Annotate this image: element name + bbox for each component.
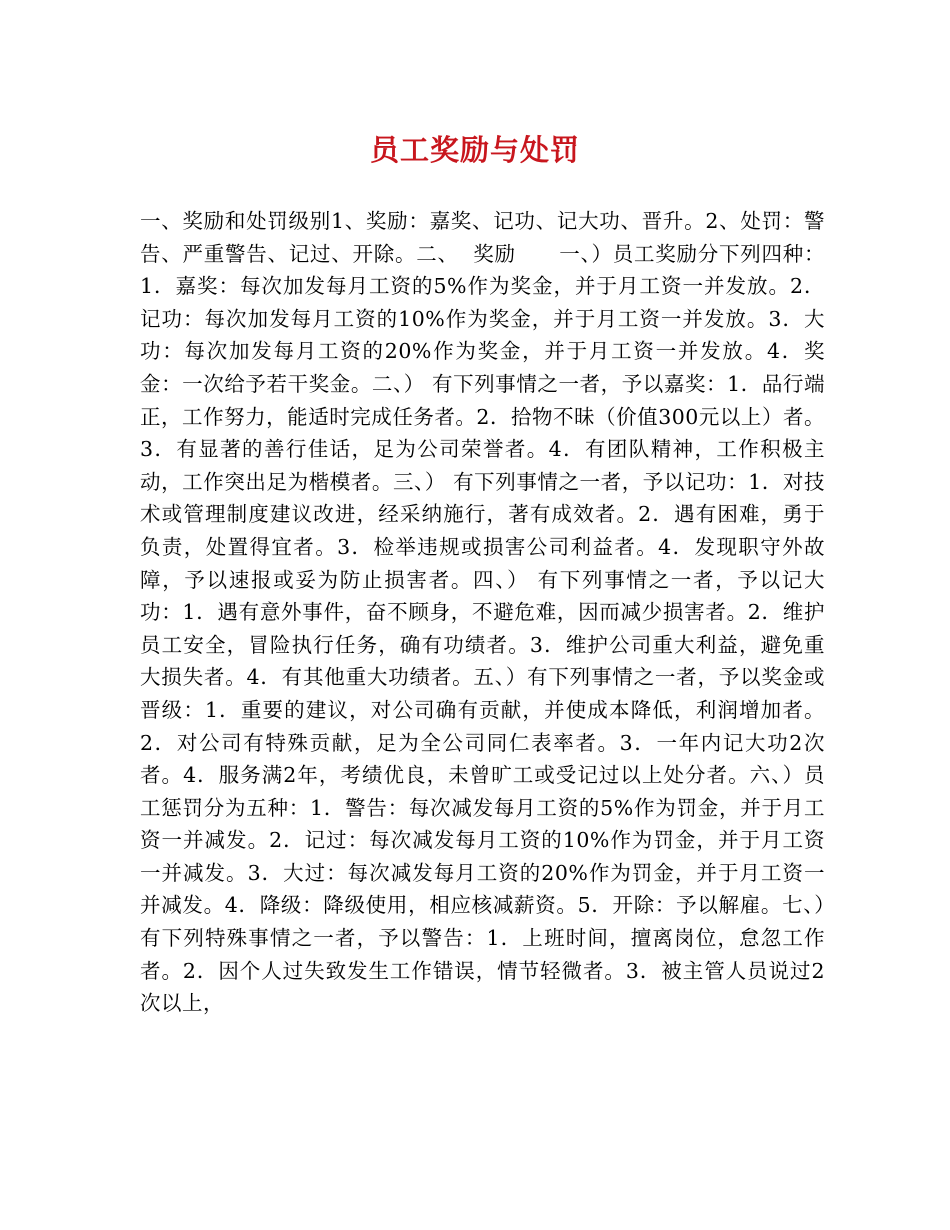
document-body: 一、奖励和处罚级别1、奖励：嘉奖、记功、记大功、晋升。2、处罚：警告、严重警告、记过、开除。二、 奖励 一、）员工奖励分下列四种：1．嘉奖：每次加发每月工资的5%作为奖金，并于月工资一并发放。2．记功：每次加发每月工资的10%作为奖金，并于月工资一并发放。3．大功：每次加发每月工资的20%作为奖金，并于月工资一并发放。4．奖金：一次给予若干奖金。二、） 有下列事情之一者，予以嘉奖：1．品行端正，工作努力，能适时完成任务者。2．拾物不昧（价值300元以上）者。3．有显著的善行佳话，足为公司荣誉者。4．有团队精神，工作积极主动，工作突出足为楷模者。三、） 有下列事情之一者，予以记功：1．对技术或管理制度建议改进，经采纳施行，著有成效者。2．遇有困难，勇于负责，处置得宜者。3．检举违规或损害公司利益者。4．发现职守外故障，予以速报或妥为防止损害者。四、） 有下列事情之一者，予以记大功：1．遇有意外事件，奋不顾身，不避危难，因而减少损害者。2．维护员工安全，冒险执行任务，确有功绩者。3．维护公司重大利益，避免重大损失者。4．有其他重大功绩者。五、）有下列事情之一者，予以奖金或晋级：1．重要的建议，对公司确有贡献，并使成本降低，利润增加者。2．对公司有特殊贡献，足为全公司同仁表率者。3．一年内记大功2次者。4．服务满2年，考绩优良，未曾旷工或受记过以上处分者。六、）员工惩罚分为五种：1．警告：每次减发每月工资的5%作为罚金，并于月工资一并减发。2．记过：每次减发每月工资的10%作为罚金，并于月工资一并减发。3．大过：每次减发每月工资的20%作为罚金，并于月工资一并减发。4．降级：降级使用，相应核减薪资。5．开除：予以解雇。七、）有下列特殊事情之一者，予以警告：1．上班时间，擅离岗位，怠忽工作者。2．因个人过失致发生工作错误，情节轻微者。3．被主管人员说过2次以上， [140,209,825,1016]
document-title: 员工奖励与处罚 [369,133,580,167]
